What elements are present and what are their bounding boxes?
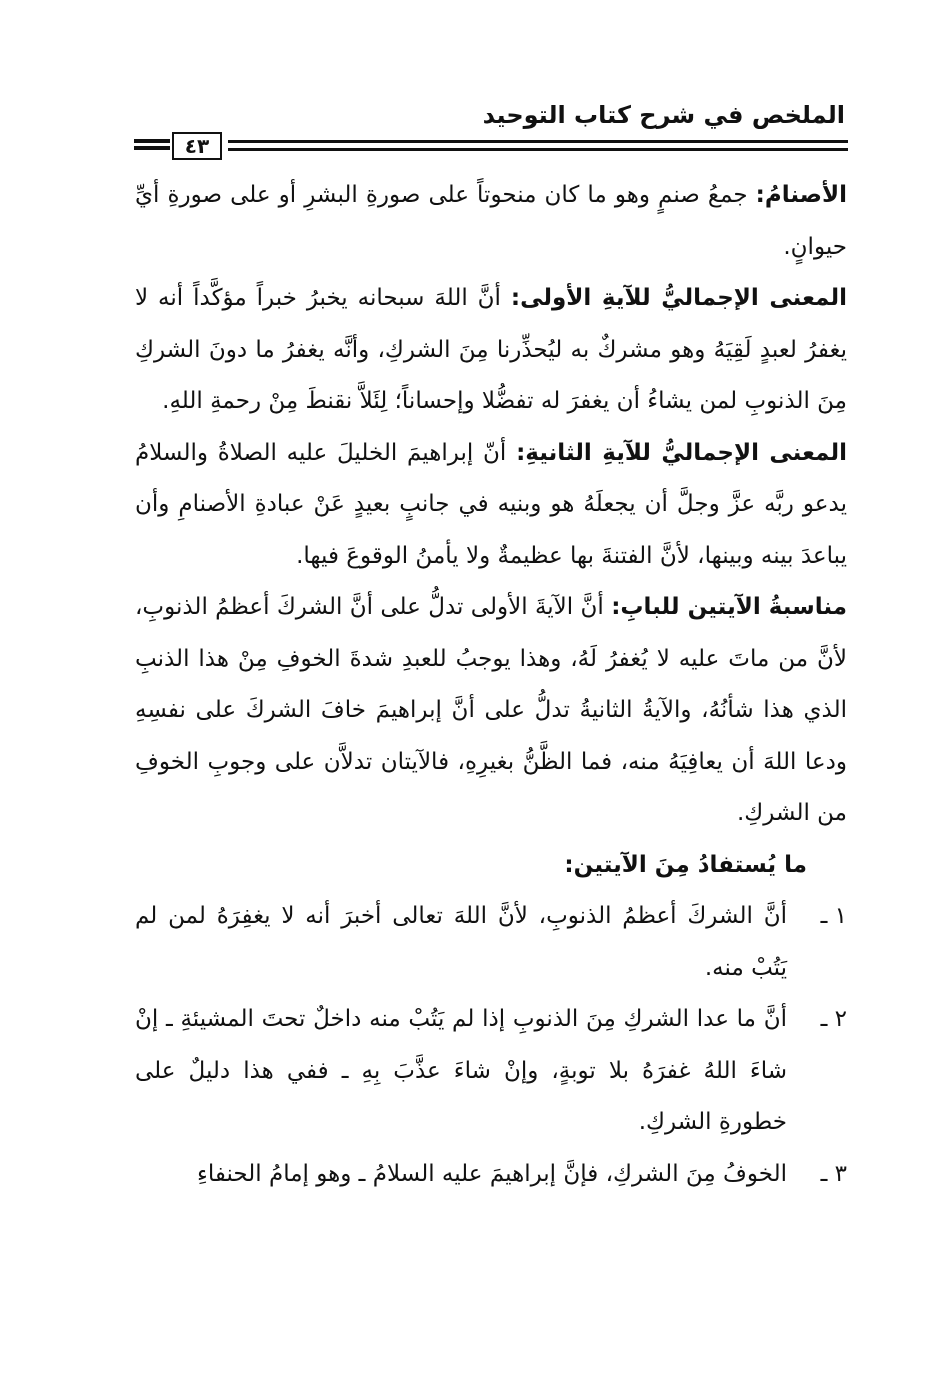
list-item-number: ١ ـ [820, 903, 847, 929]
list-item-text: الخوفُ مِنَ الشركِ، فإنَّ إبراهيمَ عليه السلامُ ـ وهو إمامُ الحنفاءِ [197, 1160, 787, 1187]
list-item [135, 994, 847, 1149]
running-header [130, 98, 845, 132]
paragraph-second-verse-meaning [135, 428, 847, 583]
paragraph-relevance [135, 582, 847, 840]
paragraph-term: الأصنامُ: [755, 182, 847, 208]
paragraph-text: أنَّ الآيةَ الأولى تدلُّ على أنَّ الشركَ أعظمُ الذنوبِ، لأنَّ من ماتَ عليه لا يُغفرُ لَهُ، وهذا يوجبُ للعبدِ شدةَ الخوفِ مِنْ هذا الذنبِ الذي هذا شأنُهُ، والآيةُ الثانيةُ تدلُّ على أنَّ إبراهيمَ خافَ الشركَ على نفسِهِ ودعا اللهَ أن يعافِيَهُ منه، فما الظَّنُّ بغيرِهِ، فالآيتان تدلاَّن على وجوبِ الخوفِ من الشركِ. [135, 594, 847, 826]
list-item-text: أنَّ ما عدا الشركِ مِنَ الذنوبِ إذا لم يَتُبْ منه داخلٌ تحتَ المشيئةِ ـ إنْ شاءَ اللهُ غفرَهُ بلا توبةٍ، وإنْ شاءَ عذَّبَ بِهِ ـ ففي هذا دليلٌ على خطورةِ الشركِ. [135, 1006, 787, 1135]
paragraph-definition [135, 170, 847, 273]
list-item [135, 891, 847, 994]
header-rule-top [228, 140, 848, 143]
list-item-text: أنَّ الشركَ أعظمُ الذنوبِ، لأنَّ اللهَ تعالى أخبرَ أنه لا يغفِرَهُ لمن لم يَتُبْ منه. [135, 903, 787, 981]
paragraph-term: المعنى الإجماليُّ للآيةِ الثانيةِ: [516, 439, 847, 466]
list-item [135, 1149, 847, 1201]
paragraph-text: أنَّ اللهَ سبحانه يخبرُ خبراً مؤكَّداً أنه لا يغفرُ لعبدٍ لَقِيَهُ وهو مشركٌ به ليُحذِّرنا مِنَ الشركِ، وأنَّه يغفرُ ما دونَ الشركِ مِنَ الذنوبِ لمن يشاءُ أن يغفرَ له تفضُّلا وإحساناً؛ لِئَلاَّ نقنطَ مِنْ رحمةِ اللهِ. [135, 285, 847, 414]
benefits-heading: ما يُستفادُ مِنَ الآيتين: [564, 851, 807, 878]
list-item-number: ٢ ـ [820, 1006, 847, 1032]
paragraph-text: أنّ إبراهيمَ الخليلَ عليه الصلاةُ والسلامُ يدعو ربَّه عزَّ وجلَّ أن يجعلَهُ هو وبنيه في جانبٍ بعيدٍ عَنْ عبادةِ الأصنامِ وأن يباعدَ بينه وبينها، لأنَّ الفتنةَ بها عظيمةٌ ولا يأمنُ الوقوعَ فيها. [135, 439, 847, 569]
book-title: الملخص في شرح كتاب التوحيد [482, 101, 845, 129]
paragraph-term: مناسبةُ الآيتين للبابِ: [611, 594, 847, 620]
list-item-number: ٣ ـ [820, 1160, 847, 1187]
header-rule-bottom [228, 148, 848, 151]
paragraph-text: جمعُ صنمٍ وهو ما كان منحوتاً على صورةِ البشرِ أو على صورةِ أيِّ حيوانٍ. [135, 182, 847, 260]
page-body [135, 170, 847, 1200]
paragraph-term: المعنى الإجماليُّ للآيةِ الأولى: [510, 285, 847, 311]
page-number: ٤٣ [172, 132, 222, 160]
header-rule-ornament [134, 139, 170, 155]
paragraph-first-verse-meaning [135, 273, 847, 428]
